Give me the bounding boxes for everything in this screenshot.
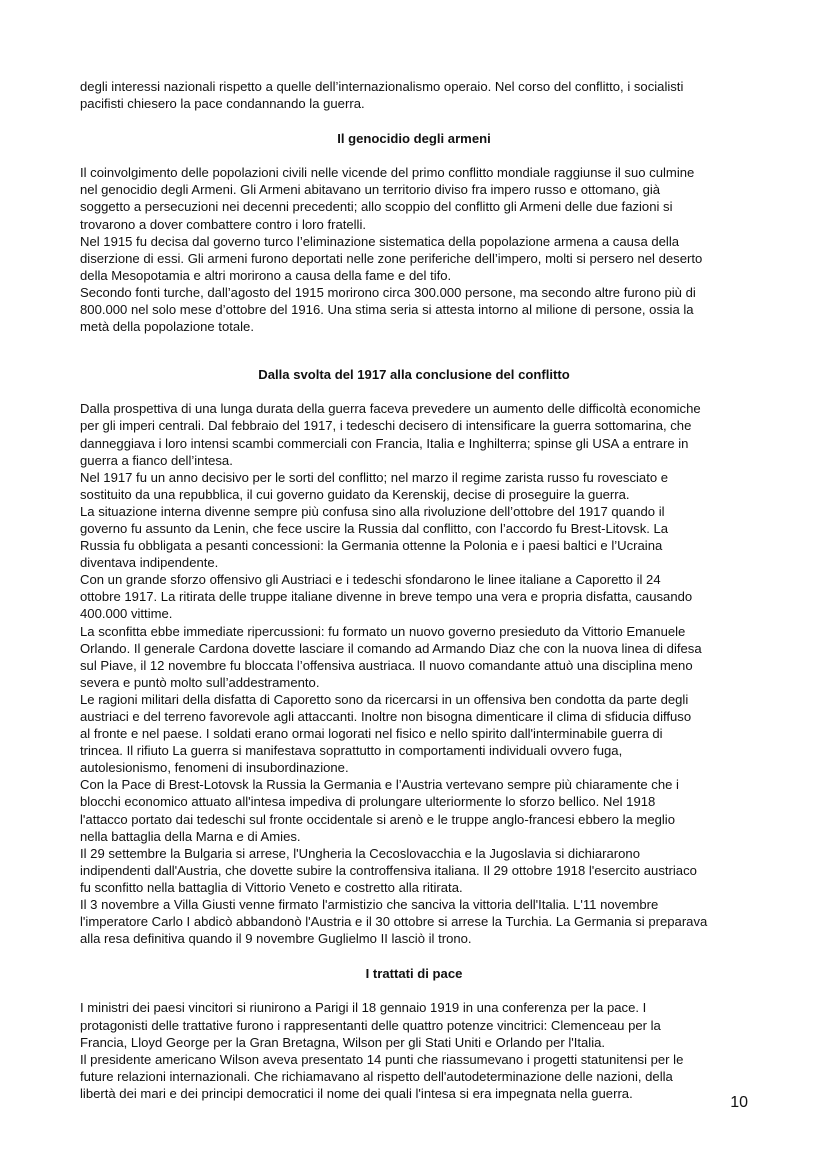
- text-line: Nel 1915 fu decisa dal governo turco l’eliminazione sistematica della popolazione armena a causa della: [80, 233, 680, 249]
- text-line: Dalla prospettiva di una lunga durata della guerra faceva prevedere un aumento delle difficoltà economiche: [80, 401, 701, 417]
- text-line: per gli imperi centrali. Dal febbraio del 1917, i tedeschi decisero di intensificare la guerra sottomarina, che: [80, 418, 692, 434]
- text-line: Nel 1917 fu un anno decisivo per le sorti del conflitto; nel marzo il regime zarista russo fu rovesciato e: [80, 469, 669, 485]
- text-line: austriaci e del terreno favorevole agli attaccanti. Inoltre non bisogna dimenticare il clima di sfiducia diffuso: [80, 709, 692, 724]
- text-line: Con la Pace di Brest-Lotovsk la Russia la Germania e l’Austria vertevano sempre più chiaramente che i: [80, 777, 679, 793]
- text-line: danneggiava i loro intensi scambi commerciali con Francia, Italia e Inghilterra; spinse gli USA a entrare in: [80, 435, 689, 451]
- text-line: La sconfitta ebbe immediate ripercussioni: fu formato un nuovo governo presieduto da Vittorio Emanuele: [80, 623, 686, 639]
- text-line: al fronte e nel paese. I soldati erano ormai logorati nel fisico e nello spirito dall'interminabile guerra di: [80, 726, 663, 742]
- section-heading-1917-turning-point: Dalla svolta del 1917 alla conclusione del conflitto: [258, 367, 570, 383]
- text-line: Il presidente americano Wilson aveva presentato 14 punti che riassumevano i progetti statunitensi per le: [80, 1051, 684, 1067]
- text-line: Il coinvolgimento delle popolazioni civili nelle vicende del primo conflitto mondiale raggiunse il suo culmine: [80, 165, 695, 181]
- text-line: indipendenti dall'Austria, che dovette subire la controffensiva italiana. Il 29 ottobre 1918 l'esercito austriaco: [80, 862, 697, 878]
- text-line: ottobre 1917. La ritirata delle truppe italiane divenne in breve tempo una vera e propria disfatta, causando: [80, 589, 693, 605]
- text-line: pacifisti chiesero la pace condannando la guerra.: [80, 96, 365, 112]
- text-line: Secondo fonti turche, dall’agosto del 1915 morirono circa 300.000 persone, ma secondo altre furono più di: [80, 284, 696, 300]
- text-line: degli interessi nazionali rispetto a quelle dell’internazionalismo operaio. Nel corso del conflitto, i socialisti: [80, 79, 684, 94]
- text-line: 400.000 vittime.: [80, 606, 173, 622]
- text-line: La situazione interna divenne sempre più confusa sino alla rivoluzione dell’ottobre del 1917 quando il: [80, 503, 665, 519]
- text-line: l'attacco portato dai tedeschi sul fronte occidentale si arenò e le truppe anglo-francesi ebbero la meglio: [80, 811, 675, 827]
- text-line: diventava indipendente.: [80, 555, 219, 571]
- intro-paragraph: [80, 78, 748, 112]
- text-line: nel genocidio degli Armeni. Gli Armeni abitavano un territorio diviso fra impero russo e ottomano, già: [80, 182, 661, 198]
- text-line: diserzione di essi. Gli armeni furono deportati nelle zone periferiche dell’impero, molti si persero nel deserto: [80, 250, 703, 266]
- text-line: l'imperatore Carlo I abdicò abbandonò l'Austria e il 30 ottobre si arrese la Turchia. La Germania si preparava: [80, 914, 708, 930]
- text-line: governo fu assunto da Lenin, che fece uscire la Russia dal conflitto, con l’accordo fu Brest-Litovsk. La: [80, 520, 669, 536]
- text-line: Il 29 settembre la Bulgaria si arrese, l'Ungheria la Cecoslovacchia e la Jugoslavia si dichiararono: [80, 845, 640, 861]
- text-line: protagonisti delle trattative furono i rappresentanti delle quattro potenze vincitrici: Clemenceau per la: [80, 1017, 661, 1033]
- text-line: metà della popolazione totale.: [80, 319, 254, 335]
- text-line: Il 3 novembre a Villa Giusti venne firmato l'armistizio che sanciva la vittoria dell'Italia. L'11 novembre: [80, 897, 659, 913]
- text-line: 800.000 nel solo mese d’ottobre del 1916. Una stima seria si attesta intorno al milione di persone, ossia la: [80, 302, 694, 318]
- text-line: Russia fu obbligata a pesanti concessioni: la Germania ottenne la Polonia e i paesi baltici e l’Ucraina: [80, 538, 663, 554]
- text-line: severa e puntò molto sull’addestramento.: [80, 674, 320, 690]
- text-line: alla resa definitiva quando il 9 novembre Guglielmo II lasciò il trono.: [80, 931, 472, 947]
- text-line: trovarono a dover combattere contro i loro fratelli.: [80, 216, 367, 232]
- page-body: [80, 78, 748, 1102]
- text-line: Le ragioni militari della disfatta di Caporetto sono da ricercarsi in un offensiva ben condotta da parte degli: [80, 691, 689, 707]
- text-line: della Mesopotamia e altri morirono a causa della fame e del tifo.: [80, 267, 452, 283]
- section-heading-armenian-genocide: Il genocidio degli armeni: [337, 131, 491, 147]
- text-line: libertà dei mari e dei principi democratici il nome dei quali l'intesa si era impegnata nella guerra.: [80, 1085, 633, 1101]
- text-line: sul Piave, il 12 novembre fu bloccata l’offensiva austriaca. Il nuovo comandante attuò una disciplina meno: [80, 657, 693, 673]
- text-line: autolesionismo, fenomeni di insubordinazione.: [80, 760, 349, 776]
- text-line: Orlando. Il generale Cardona dovette lasciare il comando ad Armando Diaz che con la nuova linea di difesa: [80, 640, 702, 656]
- text-line: sostituito da una repubblica, il cui governo guidato da Kerenskij, decise di proseguire la guerra.: [80, 486, 630, 502]
- text-line: nella battaglia della Marna e di Amies.: [80, 828, 301, 844]
- section-body-armenian-genocide: [80, 164, 748, 335]
- text-line: future relazioni internazionali. Che richiamavano al rispetto dell'autodeterminazione delle nazioni, della: [80, 1068, 673, 1084]
- text-line: Con un grande sforzo offensivo gli Austriaci e i tedeschi sfondarono le linee italiane a Caporetto il 24: [80, 572, 661, 588]
- page-number: 10: [730, 1094, 748, 1111]
- text-line: guerra a fianco dell’intesa.: [80, 452, 233, 468]
- section-heading-peace-treaties: I trattati di pace: [365, 966, 463, 982]
- text-line: I ministri dei paesi vincitori si riunirono a Parigi il 18 gennaio 1919 in una conferenza per la pace. I: [80, 1000, 647, 1016]
- text-line: fu sconfitto nella battaglia di Vittorio Veneto e costretto alla ritirata.: [80, 879, 463, 895]
- section-body-1917-turning-point: [80, 400, 748, 947]
- section-body-peace-treaties: [80, 999, 748, 1102]
- text-line: trincea. Il rifiuto La guerra si manifestava soprattutto in comportamenti individuali ovvero fuga,: [80, 743, 623, 759]
- text-line: soggetto a persecuzioni nei decenni precedenti; allo scoppio del conflitto gli Armeni delle due fazioni si: [80, 199, 673, 215]
- text-line: blocchi economico attuato all'intesa impediva di prolungare ulteriormente lo sforzo bellico. Nel 1918: [80, 794, 656, 810]
- text-line: Francia, Lloyd George per la Gran Bretagna, Wilson per gli Stati Uniti e Orlando per l'Italia.: [80, 1034, 606, 1050]
